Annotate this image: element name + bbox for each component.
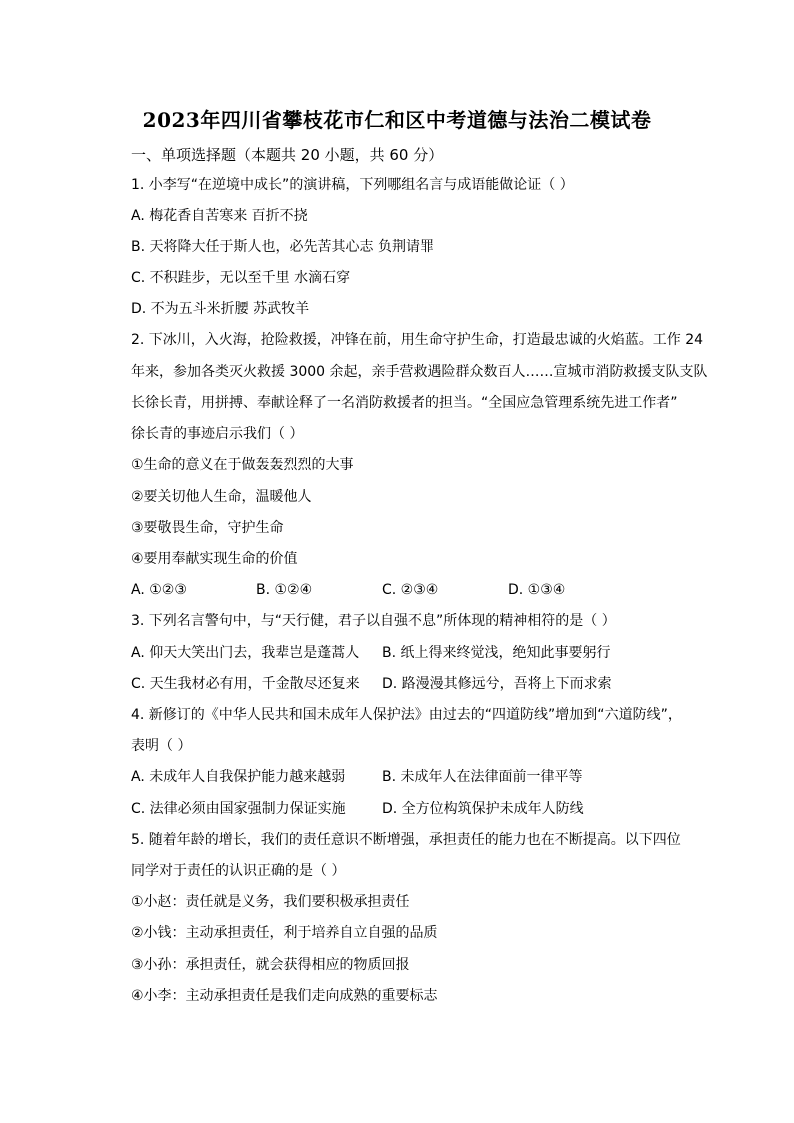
question-2-stem-line: 2. 下冰川，入火海，抢险救援，冲锋在前，用生命守护生命，打造最忠诚的火焰蓝。工作 24: [131, 332, 704, 348]
question-3-option-b: B. 纸上得来终觉浅，绝知此事要躬行: [382, 645, 611, 661]
question-2-option-c: C. ②③④: [382, 582, 439, 598]
question-2-stem-line: 年来，参加各类灭火救援 3000 余起，亲手营救遇险群众数百人……宣城市消防救援支队支队: [131, 364, 708, 380]
page-title: 2023年四川省攀枝花市仁和区中考道德与法治二模试卷: [142, 108, 652, 132]
question-3-option-c: C. 天生我材必有用，千金散尽还复来: [131, 676, 360, 692]
question-4-option-b: B. 未成年人在法律面前一律平等: [382, 769, 583, 785]
question-2-statement-1: ①生命的意义在于做轰轰烈烈的大事: [131, 457, 354, 473]
question-2-statement-4: ④要用奉献实现生命的价值: [131, 551, 298, 567]
question-2-option-b: B. ①②④: [256, 582, 313, 598]
question-5-statement-1: ①小赵：责任就是义务，我们要积极承担责任: [131, 894, 410, 910]
question-2-stem-line: 徐长青的事迹启示我们（ ）: [131, 426, 304, 442]
question-4-stem-line: 表明（ ）: [131, 738, 192, 754]
question-5-statement-4: ④小李：主动承担责任是我们走向成熟的重要标志: [131, 988, 438, 1004]
question-1-option-c: C. 不积跬步，无以至千里 水滴石穿: [131, 270, 351, 286]
question-2-statement-3: ③要敬畏生命，守护生命: [131, 520, 284, 536]
question-2-option-d: D. ①③④: [508, 582, 566, 598]
question-4-option-c: C. 法律必须由国家强制力保证实施: [131, 801, 346, 817]
question-5-stem-line: 5. 随着年龄的增长，我们的责任意识不断增强，承担责任的能力也在不断提高。以下四位: [131, 832, 681, 848]
question-3-option-d: D. 路漫漫其修远兮，吾将上下而求索: [382, 676, 612, 692]
question-4-stem-line: 4. 新修订的《中华人民共和国未成年人保护法》由过去的“四道防线”增加到“六道防线”，: [131, 707, 682, 723]
question-4-option-d: D. 全方位构筑保护未成年人防线: [382, 801, 584, 817]
question-2-option-a: A. ①②③: [131, 582, 187, 598]
question-1-option-b: B. 天将降大任于斯人也，必先苦其心志 负荆请罪: [131, 239, 434, 255]
question-5-stem-line: 同学对于责任的认识正确的是（ ）: [131, 863, 346, 879]
question-4-option-a: A. 未成年人自我保护能力越来越弱: [131, 769, 346, 785]
question-1-stem: 1. 小李写“在逆境中成长”的演讲稿，下列哪组名言与成语能做论证（ ）: [131, 177, 574, 193]
section-heading: 一、单项选择题（本题共 20 小题，共 60 分）: [131, 146, 444, 164]
question-2-statement-2: ②要关切他人生命，温暖他人: [131, 489, 312, 505]
question-3-stem: 3. 下列名言警句中，与“天行健，君子以自强不息”所体现的精神相符的是（ ）: [131, 613, 616, 629]
question-2-stem-line: 长徐长青，用拼搏、奉献诠释了一名消防救援者的担当。“全国应急管理系统先进工作者”: [131, 395, 678, 411]
question-5-statement-2: ②小钱：主动承担责任，利于培养自立自强的品质: [131, 925, 438, 941]
question-1-option-d: D. 不为五斗米折腰 苏武牧羊: [131, 301, 310, 317]
question-1-option-a: A. 梅花香自苦寒来 百折不挠: [131, 208, 308, 224]
question-3-option-a: A. 仰天大笑出门去，我辈岂是蓬蒿人: [131, 645, 360, 661]
question-5-statement-3: ③小孙：承担责任，就会获得相应的物质回报: [131, 957, 410, 973]
